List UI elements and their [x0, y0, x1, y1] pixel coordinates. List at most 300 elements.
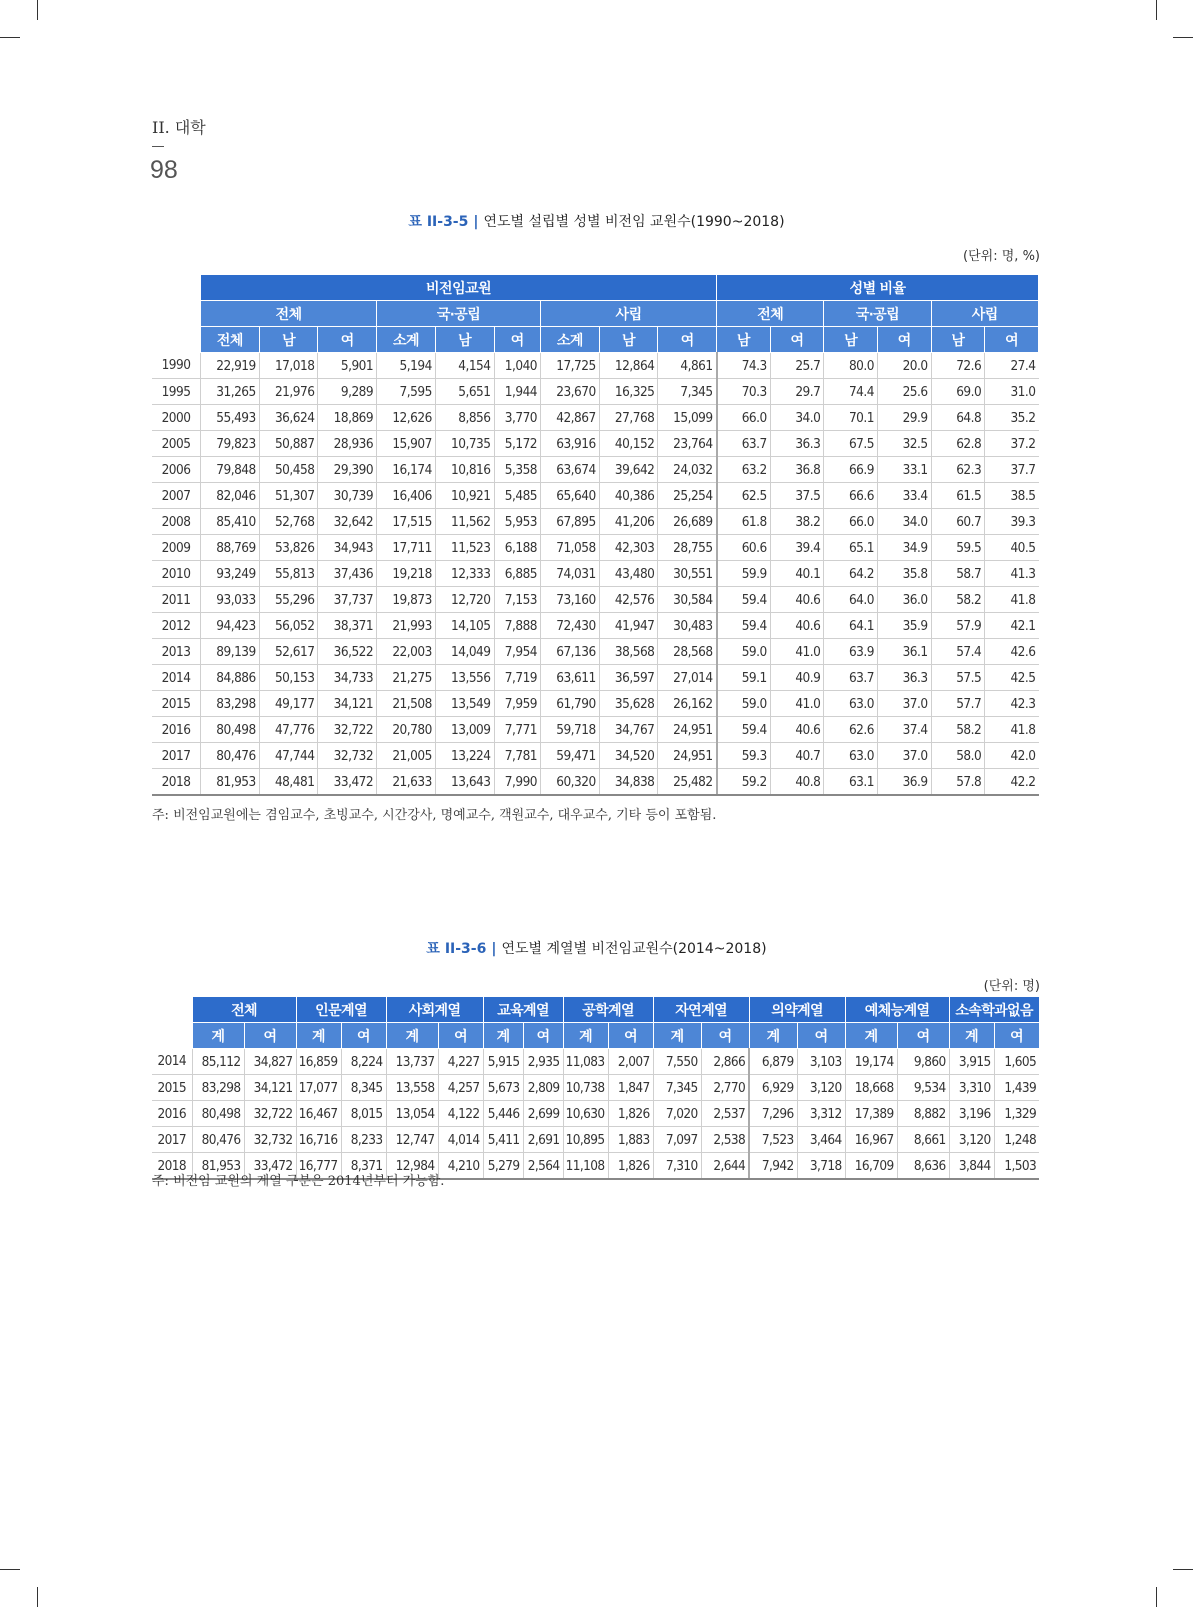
data-cell: 26,689	[658, 509, 717, 535]
data-cell: 40.1	[770, 561, 824, 587]
data-cell: 7,595	[377, 379, 436, 405]
table1-sub-header: 전체	[717, 301, 824, 327]
data-cell: 59.4	[717, 717, 771, 743]
table1-group-header: 비전임교원	[201, 275, 717, 301]
data-cell: 67,136	[541, 639, 600, 665]
table2-col-header: 계	[296, 1023, 341, 1049]
table2-col-header: 여	[701, 1023, 749, 1049]
data-cell: 21,275	[377, 665, 436, 691]
table-row	[152, 535, 1039, 561]
data-cell: 10,735	[435, 431, 494, 457]
data-cell: 32.5	[878, 431, 932, 457]
year-cell: 1995	[152, 379, 201, 405]
data-cell: 39,642	[599, 457, 658, 483]
data-cell: 3,120	[949, 1127, 994, 1153]
data-cell: 73,160	[541, 587, 600, 613]
data-cell: 36.8	[770, 457, 824, 483]
year-cell: 1990	[152, 353, 201, 379]
data-cell: 37.5	[770, 483, 824, 509]
table-row	[152, 691, 1039, 717]
table1-col-header: 소계	[377, 327, 436, 353]
table2-group-header: 교육계열	[483, 997, 563, 1023]
data-cell: 62.5	[717, 483, 771, 509]
data-cell: 53,826	[259, 535, 318, 561]
year-cell: 2014	[152, 1049, 192, 1075]
data-cell: 42.5	[985, 665, 1039, 691]
table1-note: 주: 비전임교원에는 겸임교수, 초빙교수, 시간강사, 명예교수, 객원교수, 대우교수, 기타 등이 포함됨.	[152, 808, 717, 823]
data-cell: 8,015	[341, 1101, 386, 1127]
data-cell: 34.9	[878, 535, 932, 561]
data-cell: 4,210	[438, 1153, 483, 1180]
data-cell: 1,826	[608, 1101, 653, 1127]
data-cell: 3,915	[949, 1049, 994, 1075]
data-cell: 20,780	[377, 717, 436, 743]
table-row	[152, 1101, 1039, 1127]
data-cell: 36.3	[770, 431, 824, 457]
data-cell: 52,768	[259, 509, 318, 535]
data-cell: 85,410	[201, 509, 260, 535]
data-cell: 93,249	[201, 561, 260, 587]
data-cell: 72.6	[931, 353, 985, 379]
data-cell: 59.4	[717, 587, 771, 613]
table1-col-header: 남	[435, 327, 494, 353]
data-cell: 6,929	[749, 1075, 797, 1101]
data-cell: 29,390	[318, 457, 377, 483]
data-cell: 1,248	[994, 1127, 1039, 1153]
data-cell: 18,668	[845, 1075, 897, 1101]
data-cell: 71,058	[541, 535, 600, 561]
data-cell: 7,888	[494, 613, 541, 639]
data-cell: 34,827	[244, 1049, 296, 1075]
data-cell: 64.2	[824, 561, 878, 587]
data-cell: 10,738	[563, 1075, 608, 1101]
data-cell: 16,325	[599, 379, 658, 405]
data-cell: 74.3	[717, 353, 771, 379]
data-cell: 11,083	[563, 1049, 608, 1075]
data-cell: 5,172	[494, 431, 541, 457]
data-cell: 27,014	[658, 665, 717, 691]
table2-corner	[152, 997, 192, 1049]
data-cell: 8,371	[341, 1153, 386, 1180]
data-cell: 40.6	[770, 717, 824, 743]
data-cell: 35,628	[599, 691, 658, 717]
data-cell: 41.3	[985, 561, 1039, 587]
data-cell: 58.2	[931, 587, 985, 613]
data-cell: 61.5	[931, 483, 985, 509]
data-cell: 2,644	[701, 1153, 749, 1180]
data-cell: 7,296	[749, 1101, 797, 1127]
year-cell: 2014	[152, 665, 201, 691]
table1-unit: (단위: 명, %)	[963, 249, 1040, 264]
data-cell: 62.3	[931, 457, 985, 483]
table2-caption-title: 연도별 계열별 비전임교원수(2014~2018)	[501, 941, 767, 957]
data-cell: 29.7	[770, 379, 824, 405]
data-cell: 63.2	[717, 457, 771, 483]
data-cell: 6,885	[494, 561, 541, 587]
data-cell: 8,636	[897, 1153, 949, 1180]
data-cell: 8,882	[897, 1101, 949, 1127]
table-row	[152, 769, 1039, 796]
data-cell: 1,847	[608, 1075, 653, 1101]
data-cell: 41,206	[599, 509, 658, 535]
data-cell: 37.2	[985, 431, 1039, 457]
year-cell: 2013	[152, 639, 201, 665]
data-cell: 57.7	[931, 691, 985, 717]
data-cell: 5,279	[483, 1153, 523, 1180]
data-cell: 13,643	[435, 769, 494, 796]
crop-mark	[0, 37, 20, 38]
data-cell: 7,942	[749, 1153, 797, 1180]
data-cell: 2,866	[701, 1049, 749, 1075]
table2-unit: (단위: 명)	[983, 979, 1040, 994]
data-cell: 12,720	[435, 587, 494, 613]
data-cell: 7,345	[653, 1075, 701, 1101]
data-cell: 21,633	[377, 769, 436, 796]
data-cell: 1,883	[608, 1127, 653, 1153]
table2-col-header: 계	[563, 1023, 608, 1049]
data-cell: 5,915	[483, 1049, 523, 1075]
data-cell: 69.0	[931, 379, 985, 405]
data-cell: 2,809	[523, 1075, 563, 1101]
table-row	[152, 717, 1039, 743]
data-cell: 13,549	[435, 691, 494, 717]
data-cell: 38.5	[985, 483, 1039, 509]
year-cell: 2011	[152, 587, 201, 613]
table-row	[152, 405, 1039, 431]
data-cell: 5,194	[377, 353, 436, 379]
data-cell: 5,358	[494, 457, 541, 483]
table-row	[152, 613, 1039, 639]
data-cell: 59,471	[541, 743, 600, 769]
table-row	[152, 639, 1039, 665]
table1-col-header: 여	[318, 327, 377, 353]
data-cell: 4,257	[438, 1075, 483, 1101]
data-cell: 59.0	[717, 639, 771, 665]
data-cell: 66.0	[824, 509, 878, 535]
table1-sub-header: 국·공립	[824, 301, 931, 327]
data-cell: 63,611	[541, 665, 600, 691]
data-cell: 7,345	[658, 379, 717, 405]
data-cell: 5,673	[483, 1075, 523, 1101]
data-cell: 30,551	[658, 561, 717, 587]
year-cell: 2006	[152, 457, 201, 483]
data-cell: 23,670	[541, 379, 600, 405]
data-cell: 63.0	[824, 743, 878, 769]
data-cell: 42.2	[985, 769, 1039, 796]
data-cell: 42.1	[985, 613, 1039, 639]
table2-group-header: 인문계열	[296, 997, 386, 1023]
table2-col-header: 계	[192, 1023, 244, 1049]
data-cell: 17,515	[377, 509, 436, 535]
table-row	[152, 483, 1039, 509]
data-cell: 37,436	[318, 561, 377, 587]
data-cell: 36.1	[878, 639, 932, 665]
table-row	[152, 431, 1039, 457]
data-cell: 33,472	[318, 769, 377, 796]
data-cell: 38,568	[599, 639, 658, 665]
data-cell: 67.5	[824, 431, 878, 457]
table1-col-header: 여	[985, 327, 1039, 353]
data-cell: 9,289	[318, 379, 377, 405]
data-cell: 58.0	[931, 743, 985, 769]
year-cell: 2005	[152, 431, 201, 457]
data-cell: 57.4	[931, 639, 985, 665]
data-cell: 36.0	[878, 587, 932, 613]
table2-group-header: 예체능계열	[845, 997, 949, 1023]
data-cell: 31.0	[985, 379, 1039, 405]
table2	[152, 996, 1040, 1180]
data-cell: 58.2	[931, 717, 985, 743]
data-cell: 64.8	[931, 405, 985, 431]
data-cell: 3,103	[797, 1049, 845, 1075]
data-cell: 1,605	[994, 1049, 1039, 1075]
data-cell: 94,423	[201, 613, 260, 639]
table1	[152, 274, 1039, 796]
data-cell: 32,642	[318, 509, 377, 535]
data-cell: 2,699	[523, 1101, 563, 1127]
data-cell: 84,886	[201, 665, 260, 691]
data-cell: 24,032	[658, 457, 717, 483]
data-cell: 4,014	[438, 1127, 483, 1153]
data-cell: 17,077	[296, 1075, 341, 1101]
data-cell: 74.4	[824, 379, 878, 405]
data-cell: 52,617	[259, 639, 318, 665]
data-cell: 48,481	[259, 769, 318, 796]
data-cell: 66.9	[824, 457, 878, 483]
data-cell: 59.0	[717, 691, 771, 717]
table2-group-header: 사회계열	[386, 997, 483, 1023]
data-cell: 40.5	[985, 535, 1039, 561]
data-cell: 13,556	[435, 665, 494, 691]
data-cell: 67,895	[541, 509, 600, 535]
data-cell: 13,224	[435, 743, 494, 769]
data-cell: 7,523	[749, 1127, 797, 1153]
data-cell: 42.3	[985, 691, 1039, 717]
data-cell: 72,430	[541, 613, 600, 639]
data-cell: 12,747	[386, 1127, 438, 1153]
data-cell: 34,838	[599, 769, 658, 796]
data-cell: 11,562	[435, 509, 494, 535]
data-cell: 19,174	[845, 1049, 897, 1075]
header-divider	[152, 146, 164, 147]
data-cell: 19,873	[377, 587, 436, 613]
data-cell: 80,476	[201, 743, 260, 769]
data-cell: 34,733	[318, 665, 377, 691]
data-cell: 25.7	[770, 353, 824, 379]
data-cell: 11,523	[435, 535, 494, 561]
data-cell: 3,770	[494, 405, 541, 431]
table-row	[152, 587, 1039, 613]
data-cell: 80.0	[824, 353, 878, 379]
data-cell: 3,196	[949, 1101, 994, 1127]
table-row	[152, 353, 1039, 379]
section-header: II. 대학	[152, 118, 206, 137]
table2-group-header: 소속학과없음	[949, 997, 1039, 1023]
data-cell: 7,097	[653, 1127, 701, 1153]
table2-col-header: 여	[897, 1023, 949, 1049]
table2-col-header: 여	[797, 1023, 845, 1049]
year-cell: 2017	[152, 743, 201, 769]
data-cell: 88,769	[201, 535, 260, 561]
data-cell: 16,174	[377, 457, 436, 483]
data-cell: 7,310	[653, 1153, 701, 1180]
year-cell: 2015	[152, 691, 201, 717]
table2-group-header: 의약계열	[749, 997, 845, 1023]
data-cell: 37.7	[985, 457, 1039, 483]
table1-col-header: 여	[494, 327, 541, 353]
year-cell: 2015	[152, 1075, 192, 1101]
data-cell: 20.0	[878, 353, 932, 379]
data-cell: 60.6	[717, 535, 771, 561]
data-cell: 41,947	[599, 613, 658, 639]
data-cell: 37,737	[318, 587, 377, 613]
data-cell: 19,218	[377, 561, 436, 587]
data-cell: 63.7	[824, 665, 878, 691]
data-cell: 16,467	[296, 1101, 341, 1127]
data-cell: 1,329	[994, 1101, 1039, 1127]
data-cell: 40.6	[770, 613, 824, 639]
data-cell: 42,867	[541, 405, 600, 431]
data-cell: 41.0	[770, 691, 824, 717]
data-cell: 40.7	[770, 743, 824, 769]
table2-col-header: 여	[438, 1023, 483, 1049]
data-cell: 29.9	[878, 405, 932, 431]
data-cell: 83,298	[201, 691, 260, 717]
table-row	[152, 665, 1039, 691]
data-cell: 38.2	[770, 509, 824, 535]
table2-col-header: 계	[845, 1023, 897, 1049]
table1-col-header: 여	[770, 327, 824, 353]
data-cell: 59.4	[717, 613, 771, 639]
data-cell: 32,732	[244, 1127, 296, 1153]
data-cell: 5,651	[435, 379, 494, 405]
data-cell: 8,233	[341, 1127, 386, 1153]
data-cell: 30,739	[318, 483, 377, 509]
crop-mark	[1173, 1569, 1193, 1570]
table2-group-header: 공학계열	[563, 997, 653, 1023]
data-cell: 16,716	[296, 1127, 341, 1153]
data-cell: 35.2	[985, 405, 1039, 431]
data-cell: 7,990	[494, 769, 541, 796]
data-cell: 37.4	[878, 717, 932, 743]
data-cell: 3,718	[797, 1153, 845, 1180]
data-cell: 80,476	[192, 1127, 244, 1153]
data-cell: 1,503	[994, 1153, 1039, 1180]
table-row	[152, 1049, 1039, 1075]
table2-col-header: 계	[949, 1023, 994, 1049]
data-cell: 60,320	[541, 769, 600, 796]
table-row	[152, 379, 1039, 405]
data-cell: 35.8	[878, 561, 932, 587]
data-cell: 13,558	[386, 1075, 438, 1101]
data-cell: 83,298	[192, 1075, 244, 1101]
data-cell: 16,859	[296, 1049, 341, 1075]
data-cell: 16,967	[845, 1127, 897, 1153]
data-cell: 28,755	[658, 535, 717, 561]
data-cell: 21,508	[377, 691, 436, 717]
data-cell: 17,711	[377, 535, 436, 561]
data-cell: 3,312	[797, 1101, 845, 1127]
table2-col-header: 계	[386, 1023, 438, 1049]
data-cell: 34,121	[244, 1075, 296, 1101]
data-cell: 81,953	[201, 769, 260, 796]
table2-caption-label: 표 II-3-6	[426, 941, 487, 957]
data-cell: 30,483	[658, 613, 717, 639]
data-cell: 5,446	[483, 1101, 523, 1127]
data-cell: 59.2	[717, 769, 771, 796]
data-cell: 17,725	[541, 353, 600, 379]
data-cell: 2,691	[523, 1127, 563, 1153]
data-cell: 49,177	[259, 691, 318, 717]
data-cell: 16,777	[296, 1153, 341, 1180]
data-cell: 17,389	[845, 1101, 897, 1127]
table-row	[152, 743, 1039, 769]
table2-col-header: 여	[608, 1023, 653, 1049]
table2-col-header: 여	[244, 1023, 296, 1049]
data-cell: 56,052	[259, 613, 318, 639]
data-cell: 16,406	[377, 483, 436, 509]
data-cell: 74,031	[541, 561, 600, 587]
data-cell: 17,018	[259, 353, 318, 379]
data-cell: 6,188	[494, 535, 541, 561]
data-cell: 14,049	[435, 639, 494, 665]
data-cell: 34.0	[878, 509, 932, 535]
data-cell: 59.9	[717, 561, 771, 587]
data-cell: 57.9	[931, 613, 985, 639]
data-cell: 39.4	[770, 535, 824, 561]
data-cell: 36,522	[318, 639, 377, 665]
data-cell: 85,112	[192, 1049, 244, 1075]
data-cell: 8,345	[341, 1075, 386, 1101]
data-cell: 32,722	[244, 1101, 296, 1127]
table1-sub-header: 전체	[201, 301, 377, 327]
data-cell: 10,921	[435, 483, 494, 509]
table1-col-header: 남	[824, 327, 878, 353]
data-cell: 10,630	[563, 1101, 608, 1127]
year-cell: 2018	[152, 1153, 192, 1180]
table-row	[152, 1127, 1039, 1153]
data-cell: 5,901	[318, 353, 377, 379]
data-cell: 64.0	[824, 587, 878, 613]
data-cell: 7,719	[494, 665, 541, 691]
data-cell: 93,033	[201, 587, 260, 613]
year-cell: 2010	[152, 561, 201, 587]
table1-col-header: 남	[259, 327, 318, 353]
data-cell: 41.0	[770, 639, 824, 665]
data-cell: 62.6	[824, 717, 878, 743]
crop-mark	[1156, 0, 1157, 20]
table-row	[152, 509, 1039, 535]
data-cell: 1,439	[994, 1075, 1039, 1101]
year-cell: 2016	[152, 717, 201, 743]
table1-caption-title: 연도별 설립별 성별 비전임 교원수(1990~2018)	[483, 214, 785, 230]
data-cell: 35.9	[878, 613, 932, 639]
data-cell: 61.8	[717, 509, 771, 535]
table1-col-header: 남	[931, 327, 985, 353]
data-cell: 26,162	[658, 691, 717, 717]
table1-group-header: 성별 비율	[717, 275, 1039, 301]
data-cell: 3,310	[949, 1075, 994, 1101]
data-cell: 28,936	[318, 431, 377, 457]
data-cell: 57.5	[931, 665, 985, 691]
data-cell: 13,009	[435, 717, 494, 743]
data-cell: 12,333	[435, 561, 494, 587]
data-cell: 59,718	[541, 717, 600, 743]
data-cell: 42.6	[985, 639, 1039, 665]
data-cell: 15,907	[377, 431, 436, 457]
data-cell: 60.7	[931, 509, 985, 535]
table2-caption: 표 II-3-6 | 연도별 계열별 비전임교원수(2014~2018)	[426, 941, 767, 957]
